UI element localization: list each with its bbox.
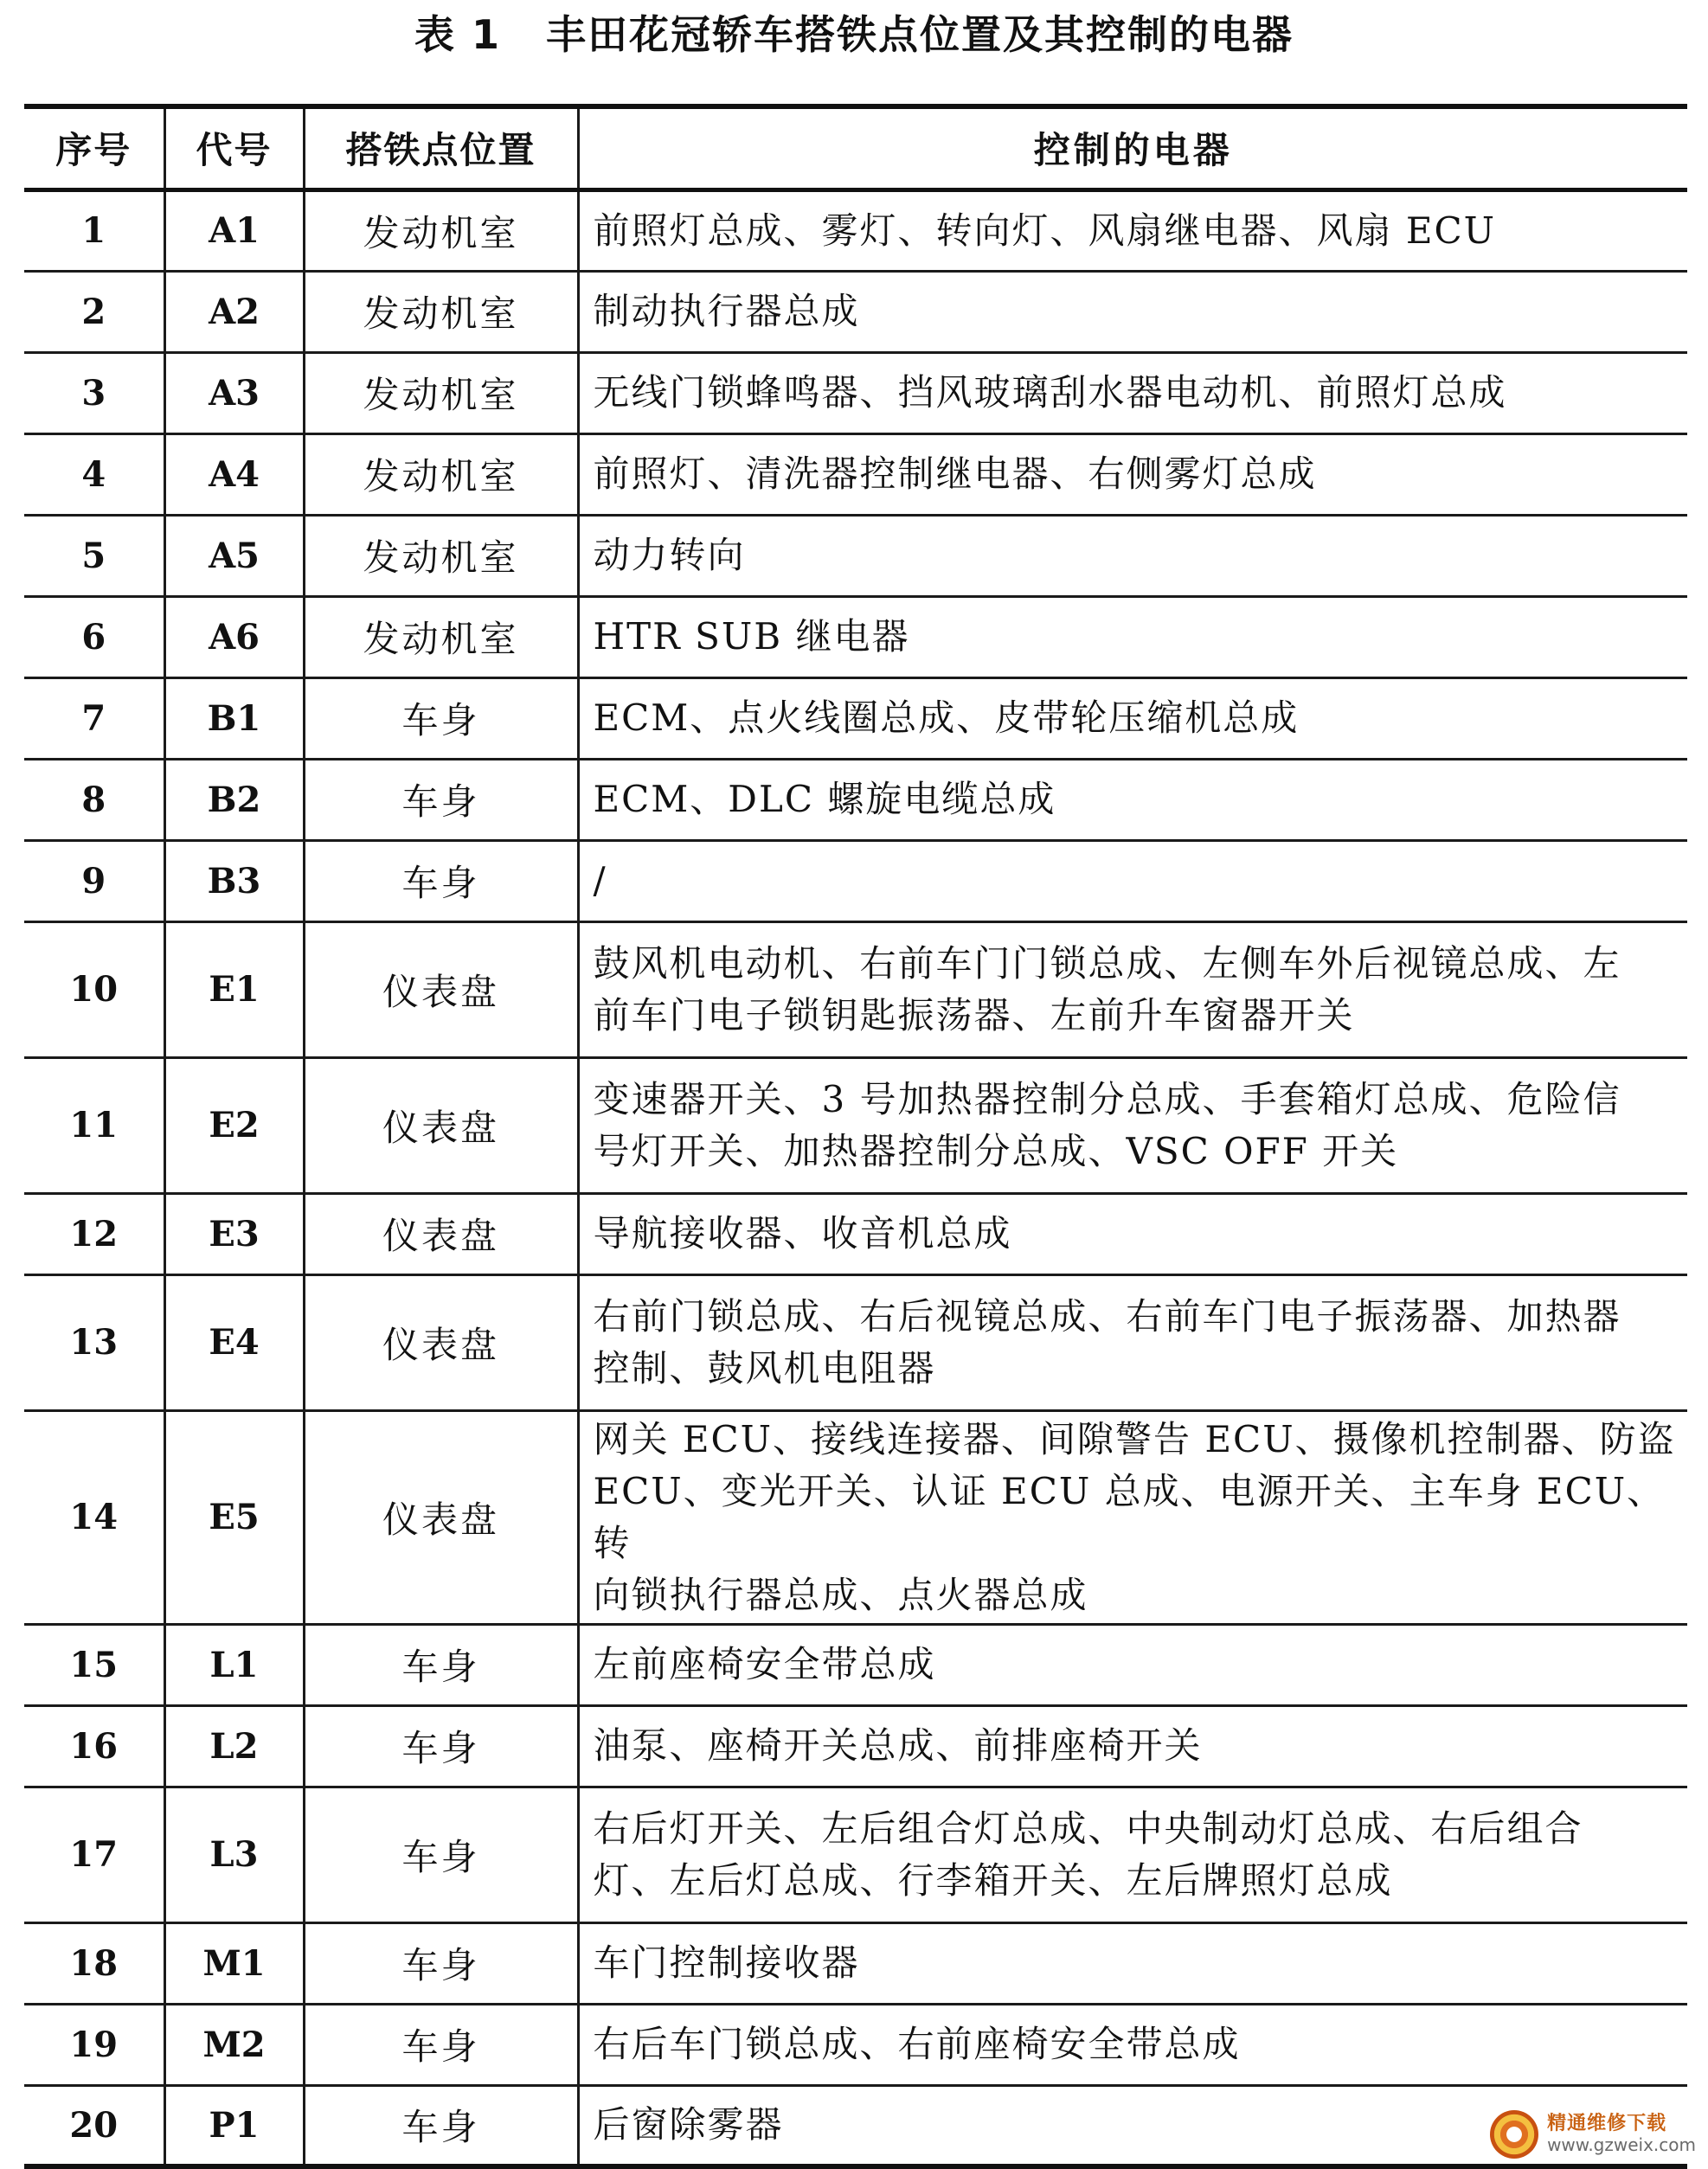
row-number: 12	[24, 1193, 164, 1274]
device-line: 动力转向	[593, 534, 746, 576]
table-row	[24, 189, 1687, 271]
device-line: 前车门电子锁钥匙振荡器、左前升车窗器开关	[593, 993, 1355, 1036]
table-row	[24, 1922, 1687, 2004]
device-line: 左前座椅安全带总成	[593, 1643, 936, 1685]
row-code: P1	[164, 2085, 304, 2166]
row-devices	[578, 352, 1687, 433]
table-title: 丰田花冠轿车搭铁点位置及其控制的电器	[546, 11, 1294, 58]
grounding-points-table	[24, 104, 1687, 2169]
device-line: 导航接收器、收音机总成	[593, 1212, 1012, 1255]
row-location: 车身	[304, 2085, 578, 2166]
row-code: B1	[164, 677, 304, 759]
row-devices	[578, 271, 1687, 352]
row-number: 3	[24, 352, 164, 433]
row-location: 仪表盘	[304, 1410, 578, 1624]
device-line: 鼓风机电动机、右前车门门锁总成、左侧车外后视镜总成、左	[593, 941, 1621, 985]
row-location: 车身	[304, 1624, 578, 1705]
table-row	[24, 271, 1687, 352]
row-code: E2	[164, 1057, 304, 1193]
row-code: L2	[164, 1705, 304, 1787]
row-devices	[578, 189, 1687, 271]
row-code: A6	[164, 596, 304, 677]
watermark-logo-icon	[1490, 2110, 1538, 2159]
watermark-url: www.gzweix.com	[1547, 2134, 1696, 2155]
table-number: 表 1	[414, 11, 502, 58]
row-devices	[578, 759, 1687, 840]
row-code: A4	[164, 433, 304, 515]
device-line: 车门控制接收器	[593, 1941, 860, 1984]
device-line: /	[593, 859, 607, 902]
row-code: B3	[164, 840, 304, 921]
row-number: 11	[24, 1057, 164, 1193]
row-number: 2	[24, 271, 164, 352]
table-caption	[0, 7, 1708, 62]
row-devices	[578, 677, 1687, 759]
site-watermark	[1490, 2110, 1696, 2159]
row-code: L1	[164, 1624, 304, 1705]
table-row	[24, 921, 1687, 1057]
row-devices	[578, 433, 1687, 515]
table-row	[24, 840, 1687, 921]
row-number: 19	[24, 2004, 164, 2085]
row-number: 6	[24, 596, 164, 677]
row-devices	[578, 1410, 1687, 1624]
row-location: 仪表盘	[304, 921, 578, 1057]
row-number: 17	[24, 1787, 164, 1922]
table-row	[24, 596, 1687, 677]
device-line: 后窗除雾器	[593, 2103, 784, 2147]
device-line: 向锁执行器总成、点火器总成	[593, 1573, 1088, 1616]
row-code: E3	[164, 1193, 304, 1274]
row-code: L3	[164, 1787, 304, 1922]
row-devices	[578, 596, 1687, 677]
table-row	[24, 1410, 1687, 1624]
table-row	[24, 1274, 1687, 1410]
table-row	[24, 352, 1687, 433]
table-row	[24, 1193, 1687, 1274]
row-location: 发动机室	[304, 515, 578, 596]
table-row	[24, 759, 1687, 840]
table-row	[24, 2085, 1687, 2166]
row-code: A3	[164, 352, 304, 433]
row-code: M1	[164, 1922, 304, 2004]
table-row	[24, 1624, 1687, 1705]
row-location: 车身	[304, 1922, 578, 2004]
row-number: 15	[24, 1624, 164, 1705]
device-line: ECU、变光开关、认证 ECU 总成、电源开关、主车身 ECU、转	[593, 1469, 1666, 1564]
table-row	[24, 1705, 1687, 1787]
row-code: B2	[164, 759, 304, 840]
device-line: 号灯开关、加热器控制分总成、VSC OFF 开关	[593, 1129, 1399, 1172]
row-devices	[578, 2004, 1687, 2085]
row-devices	[578, 921, 1687, 1057]
device-line: 网关 ECU、接线连接器、间隙警告 ECU、摄像机控制器、防盗	[593, 1417, 1676, 1460]
row-number: 16	[24, 1705, 164, 1787]
row-devices	[578, 515, 1687, 596]
row-location: 仪表盘	[304, 1193, 578, 1274]
device-line: ECM、DLC 螺旋电缆总成	[593, 778, 1056, 820]
row-devices	[578, 1624, 1687, 1705]
row-code: A5	[164, 515, 304, 596]
device-line: 无线门锁蜂鸣器、挡风玻璃刮水器电动机、前照灯总成	[593, 371, 1507, 414]
row-number: 9	[24, 840, 164, 921]
row-number: 13	[24, 1274, 164, 1410]
table-row	[24, 1057, 1687, 1193]
row-devices	[578, 1922, 1687, 2004]
row-devices	[578, 1787, 1687, 1922]
row-number: 10	[24, 921, 164, 1057]
device-line: 右前门锁总成、右后视镜总成、右前车门电子振荡器、加热器	[593, 1294, 1621, 1338]
row-code: E1	[164, 921, 304, 1057]
row-devices	[578, 840, 1687, 921]
row-location: 发动机室	[304, 271, 578, 352]
row-location: 发动机室	[304, 352, 578, 433]
header-location: 搭铁点位置	[304, 106, 578, 189]
row-location: 车身	[304, 1787, 578, 1922]
device-line: 右后灯开关、左后组合灯总成、中央制动灯总成、右后组合	[593, 1806, 1583, 1850]
row-number: 5	[24, 515, 164, 596]
row-location: 车身	[304, 759, 578, 840]
table-body	[24, 189, 1687, 2166]
row-devices	[578, 1193, 1687, 1274]
table-header-row	[24, 106, 1687, 189]
device-line: 右后车门锁总成、右前座椅安全带总成	[593, 2023, 1241, 2065]
device-line: 前照灯、清洗器控制继电器、右侧雾灯总成	[593, 452, 1317, 495]
row-devices	[578, 1274, 1687, 1410]
device-line: 灯、左后灯总成、行李箱开关、左后牌照灯总成	[593, 1858, 1393, 1902]
row-location: 车身	[304, 677, 578, 759]
row-location: 发动机室	[304, 433, 578, 515]
row-number: 8	[24, 759, 164, 840]
row-number: 20	[24, 2085, 164, 2166]
row-number: 18	[24, 1922, 164, 2004]
watermark-title: 精通维修下载	[1547, 2113, 1667, 2134]
table-row	[24, 515, 1687, 596]
row-location: 仪表盘	[304, 1057, 578, 1193]
device-line: 变速器开关、3 号加热器控制分总成、手套箱灯总成、危险信	[593, 1077, 1621, 1120]
row-code: E5	[164, 1410, 304, 1624]
row-location: 车身	[304, 2004, 578, 2085]
header-code: 代号	[164, 106, 304, 189]
device-line: ECM、点火线圈总成、皮带轮压缩机总成	[593, 696, 1300, 739]
row-number: 4	[24, 433, 164, 515]
row-number: 7	[24, 677, 164, 759]
row-location: 车身	[304, 1705, 578, 1787]
row-code: E4	[164, 1274, 304, 1410]
row-number: 1	[24, 189, 164, 271]
table-row	[24, 1787, 1687, 1922]
row-devices	[578, 1705, 1687, 1787]
row-location: 车身	[304, 840, 578, 921]
row-number: 14	[24, 1410, 164, 1624]
row-code: M2	[164, 2004, 304, 2085]
device-line: HTR SUB 继电器	[593, 615, 910, 658]
table-row	[24, 677, 1687, 759]
device-line: 控制、鼓风机电阻器	[593, 1346, 936, 1389]
header-devices: 控制的电器	[578, 106, 1687, 189]
row-code: A1	[164, 189, 304, 271]
row-code: A2	[164, 271, 304, 352]
device-line: 油泵、座椅开关总成、前排座椅开关	[593, 1724, 1203, 1767]
table-row	[24, 433, 1687, 515]
header-no: 序号	[24, 106, 164, 189]
table-row	[24, 2004, 1687, 2085]
row-location: 发动机室	[304, 596, 578, 677]
device-line: 制动执行器总成	[593, 290, 860, 332]
device-line: 前照灯总成、雾灯、转向灯、风扇继电器、风扇 ECU	[593, 209, 1497, 252]
row-devices	[578, 1057, 1687, 1193]
row-location: 仪表盘	[304, 1274, 578, 1410]
row-location: 发动机室	[304, 189, 578, 271]
